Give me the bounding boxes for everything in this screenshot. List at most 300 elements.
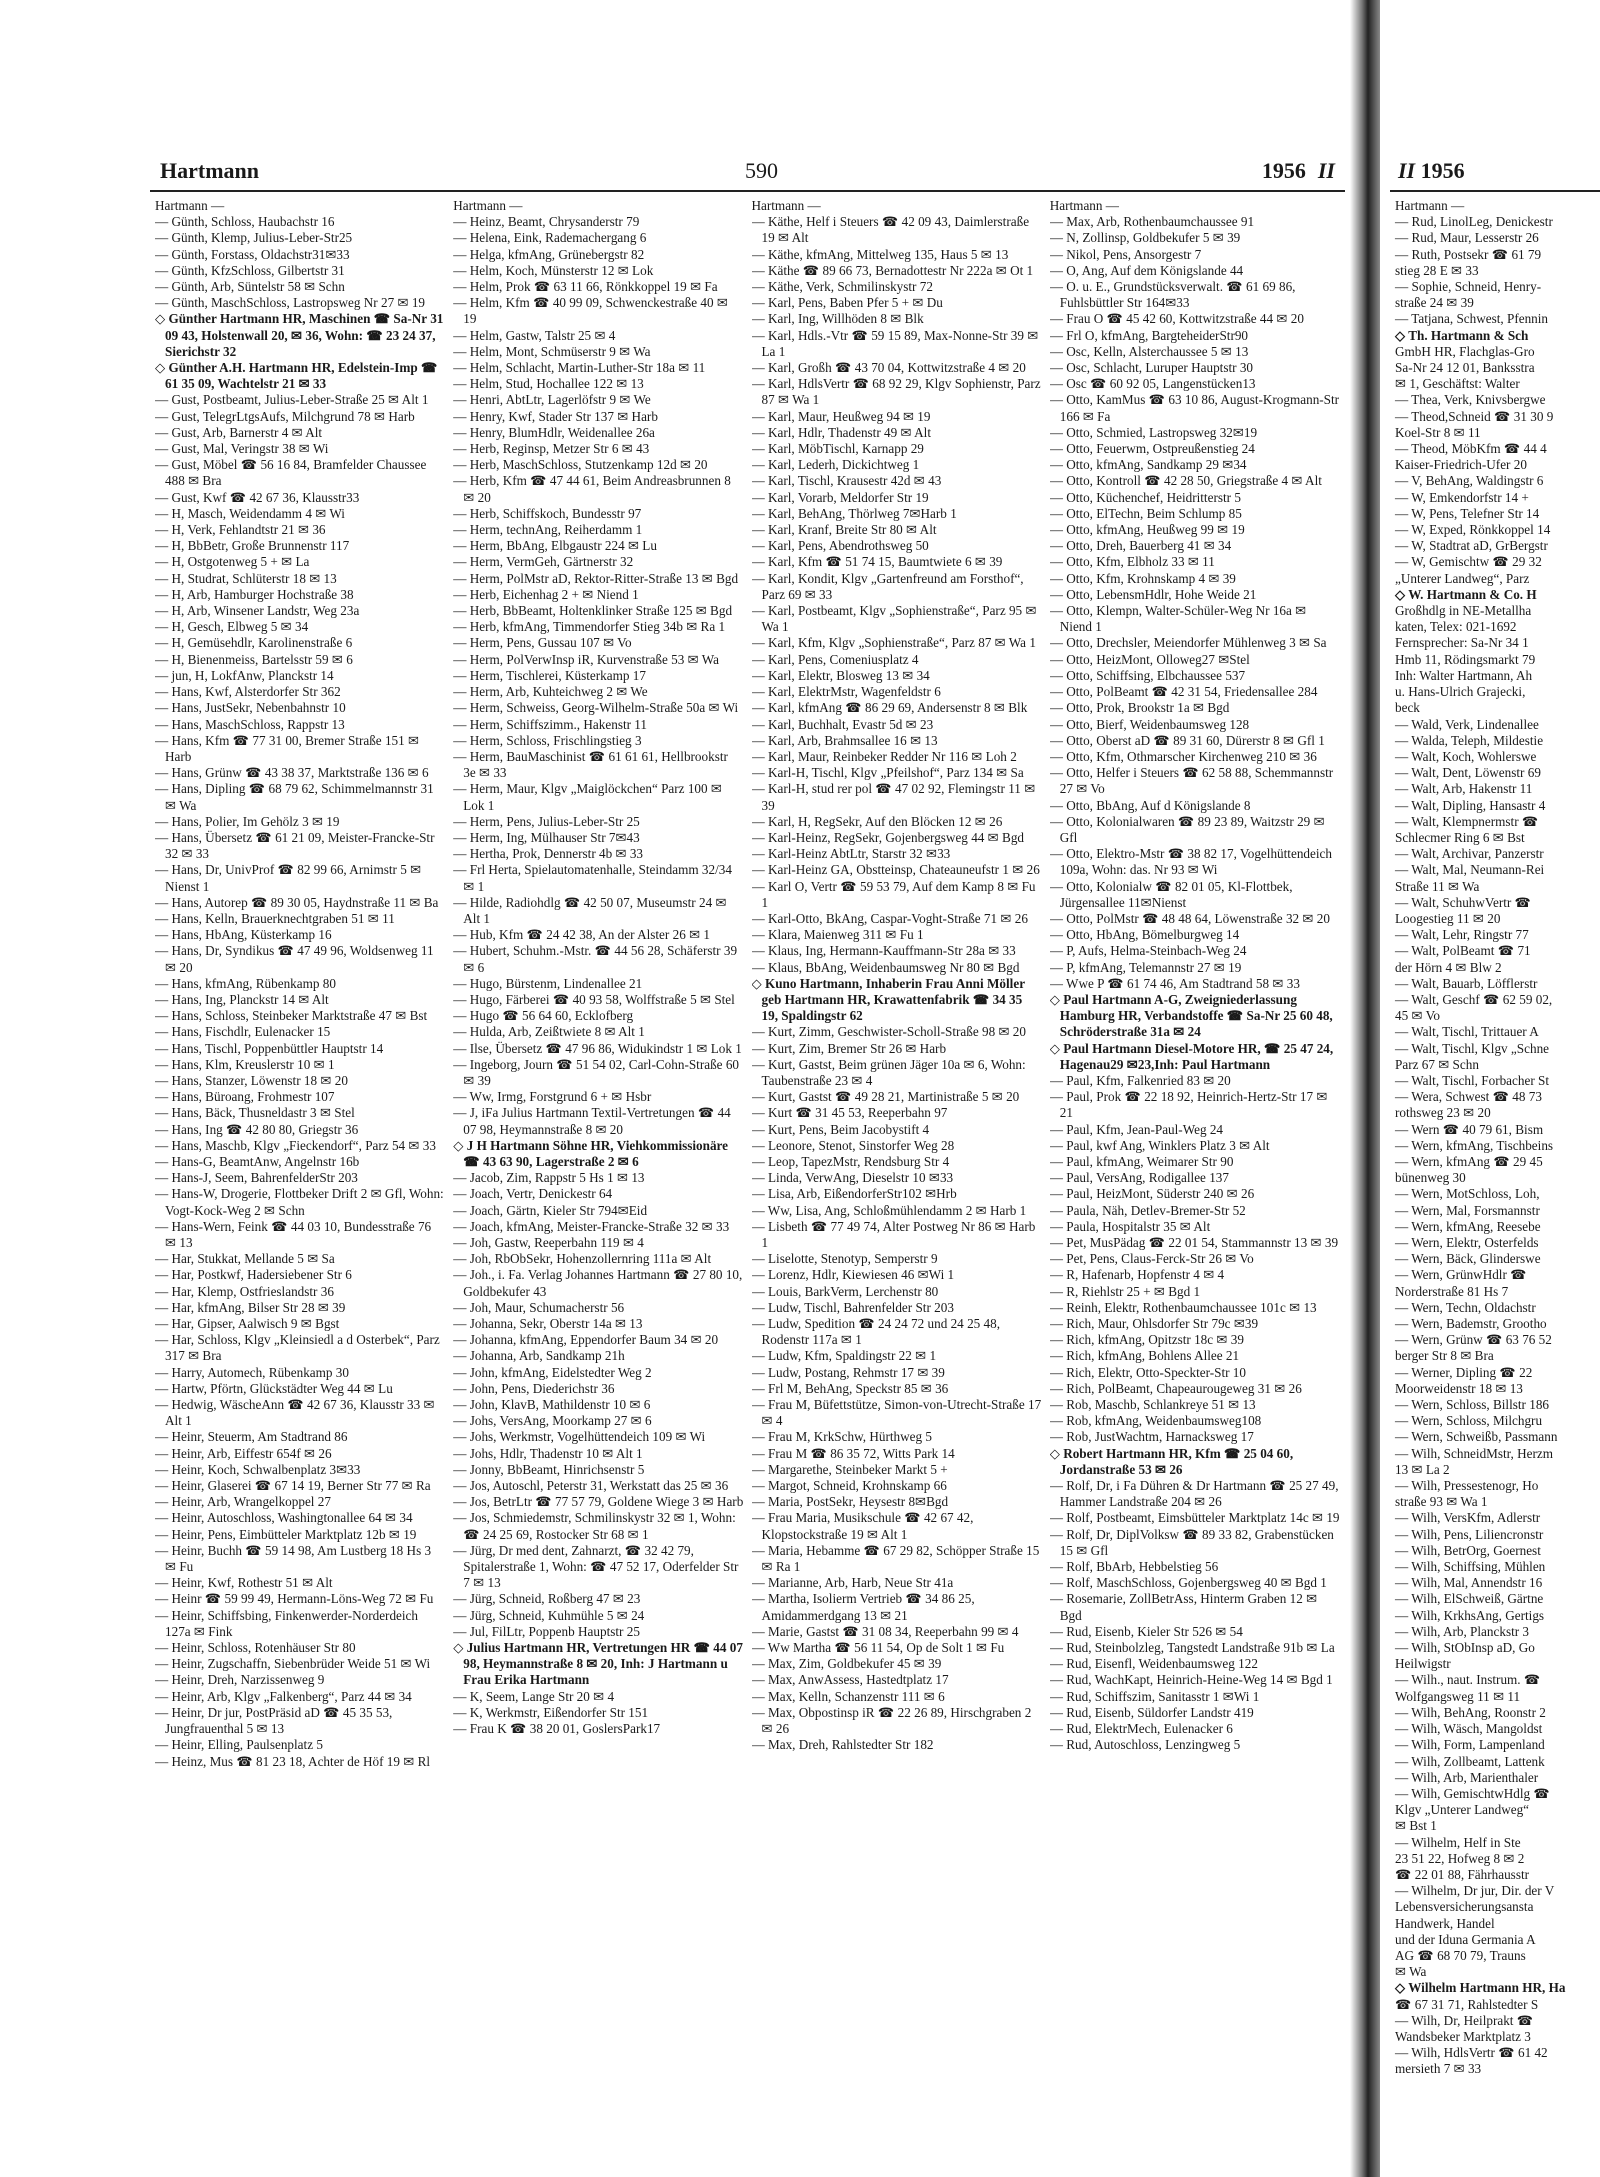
directory-entry: ◇ Günther Hartmann HR, Maschinen ☎ Sa-Nr 31 09 43, Holstenwall 20, ✉ 36, Wohn: ☎ 23 24 37, Sierichstr 32 [155, 311, 444, 359]
column-1 [155, 198, 445, 2160]
directory-entry: — Paul, Prok ☎ 22 18 92, Heinrich-Hertz-Str 17 ✉ 21 [1049, 1089, 1328, 1121]
directory-entry: — Heinr, Koch, Schwalbenplatz 3✉33 [155, 1461, 361, 1477]
directory-entry: — Rich, PolBeamt, Chapeaurougeweg 31 ✉ 26 [1049, 1380, 1302, 1396]
right-running-head [1398, 158, 1465, 184]
directory-entry: — Kurt, Zimm, Geschwister-Scholl-Straße 98 ✉ 20 [751, 1024, 1026, 1040]
directory-entry: — Herm, BauMaschinist ☎ 61 61 61, Hellbrookstr 3e ✉ 33 [453, 748, 728, 781]
directory-entry: — Tatjana, Schwest, Pfennin [1395, 311, 1549, 327]
directory-entry: — Joh, Gastw, Reeperbahn 119 ✉ 4 [453, 1235, 644, 1250]
directory-entry: — Heinr, Glaserei ☎ 67 14 19, Berner Str 77 ✉ Ra [155, 1478, 431, 1494]
directory-entry: — Hans, Schloss, Steinbeker Marktstraße 47 ✉ Bst [155, 1008, 428, 1024]
directory-entry: — P, kfmAng, Telemannstr 27 ✉ 19 [1049, 959, 1242, 975]
directory-entry: ◇ W. Hartmann & Co. H [1395, 586, 1537, 602]
directory-entry: ✉ Bst 1 [1395, 1818, 1437, 1834]
directory-entry: — Helena, Eink, Rademachergang 6 [453, 230, 647, 246]
directory-entry: 23 51 22, Hofweg 8 ✉ 2 [1395, 1850, 1525, 1866]
directory-entry: — Jürg, Schneid, Roßberg 47 ✉ 23 [453, 1591, 641, 1607]
directory-entry: — Rich, kfmAng, Bohlens Allee 21 [1049, 1348, 1240, 1364]
directory-entry: — Günth, KfzSchloss, Gilbertstr 31 [155, 262, 345, 278]
directory-entry: — Otto, BbAng, Auf d Königslande 8 [1049, 797, 1251, 813]
column-4 [1050, 198, 1340, 2160]
directory-entry: — Karl, Maur, Reinbeker Redder Nr 116 ✉ Loh 2 [751, 748, 1017, 764]
directory-entry: — Walt, Archivar, Panzerstr [1395, 846, 1544, 862]
directory-entry: — Har, kfmAng, Bilser Str 28 ✉ 39 [155, 1299, 346, 1315]
directory-entry: — H, Bienenmeiss, Bartelsstr 59 ✉ 6 [155, 651, 353, 667]
directory-entry: — Frau Maria, Musikschule ☎ 42 67 42, Klopstockstraße 19 ✉ Alt 1 [751, 1510, 974, 1542]
directory-entry: — John, KlavB, Mathildenstr 10 ✉ 6 [453, 1397, 651, 1413]
directory-entry: — Käthe ☎ 89 66 73, Bernadottestr Nr 222a ✉ Ot 1 [751, 262, 1034, 278]
directory-entry: — Wilh, BetrOrg, Goernest [1395, 1542, 1541, 1558]
directory-entry: — Walt, Tischl, Trittauer A [1395, 1024, 1539, 1040]
directory-entry: — Har, Klemp, Ostfrieslandstr 36 [155, 1283, 334, 1299]
directory-entry: — Herm, Schweiss, Georg-Wilhelm-Straße 50a ✉ Wi [453, 700, 739, 716]
directory-entry: — Wern, Techn, Oldachstr [1395, 1299, 1536, 1315]
directory-entry: — Käthe, Verk, Schmilinskystr 72 [751, 279, 933, 295]
directory-entry: — Klaus, Ing, Hermann-Kauffmann-Str 28a ✉ 33 [751, 943, 1016, 959]
directory-entry: — Helm, Kfm ☎ 40 99 09, Schwenckestraße 40 ✉ 19 [453, 295, 728, 327]
directory-entry: 13 ✉ La 2 [1395, 1461, 1450, 1477]
directory-entry: — Hugo, Bürstenm, Lindenallee 21 [453, 975, 643, 991]
directory-entry: Koel-Str 8 ✉ 11 [1395, 424, 1481, 440]
directory-entry: — Wern, Schweißb, Passmann [1395, 1429, 1558, 1445]
directory-entry: — Karl, MöbTischl, Karnapp 29 [751, 441, 924, 457]
directory-entry: — Henry, Kwf, Stader Str 137 ✉ Harb [453, 408, 658, 424]
directory-entry: — Heinr, Pens, Eimbütteler Marktplatz 12b ✉ 19 [155, 1526, 417, 1542]
directory-entry: Parz 67 ✉ Schn [1395, 1056, 1479, 1072]
directory-entry: — Karl, Tischl, Krausestr 42d ✉ 43 [751, 473, 942, 489]
directory-entry: — Hubert, Schuhm.-Mstr. ☎ 44 56 28, Schäferstr 39 ✉ 6 [453, 943, 738, 975]
directory-entry: — Linda, VerwAng, Dieselstr 10 ✉33 [751, 1170, 954, 1186]
directory-entry: ☎ 67 31 71, Rahlstedter S [1395, 1996, 1539, 2012]
directory-entry: — Walt, Geschf ☎ 62 59 02, [1395, 991, 1553, 1007]
directory-entry: ◇ Julius Hartmann HR, Vertretungen HR ☎ 44 07 98, Heymannstraße 8 ✉ 20, Inh: J Hartmann u Frau Erika Hartmann [453, 1640, 743, 1688]
directory-entry: — Helm, Mont, Schmüserstr 9 ✉ Wa [453, 343, 651, 359]
directory-entry: — Herm, Schloss, Frischlingstieg 3 [453, 732, 642, 748]
directory-entry: — Otto, Schiffsing, Elbchaussee 537 [1049, 667, 1246, 683]
directory-entry: berger Str 8 ✉ Bra [1395, 1348, 1494, 1364]
directory-entry: stieg 28 E ✉ 33 [1395, 262, 1479, 278]
directory-entry: — Otto, Oberst aD ☎ 89 31 60, Dürerstr 8 ✉ Gfl 1 [1049, 732, 1325, 748]
directory-entry: — Rob, Maschb, Schlankreye 51 ✉ 13 [1049, 1397, 1256, 1413]
directory-entry: — Herb, BbBeamt, Holtenklinker Straße 125 ✉ Bgd [453, 603, 733, 619]
directory-entry: — Karl, H, RegSekr, Auf den Blöcken 12 ✉ 26 [751, 813, 1003, 829]
directory-entry: — Otto, Kfm, Othmarscher Kirchenweg 210 ✉ 36 [1049, 748, 1317, 764]
directory-entry: AG ☎ 68 70 79, Trauns [1395, 1947, 1526, 1963]
directory-entry: — Martha, Isolierm Vertrieb ☎ 34 86 25, Amidammerdgang 13 ✉ 21 [751, 1591, 975, 1623]
directory-entry: — Kurt, Pens, Beim Jacobystift 4 [751, 1121, 930, 1137]
directory-entry: — Hans, Kelln, Brauerknechtgraben 51 ✉ 11 [155, 910, 395, 926]
directory-entry: ◇ Günther A.H. Hartmann HR, Edelstein-Imp ☎ 61 35 09, Wachtelstr 21 ✉ 33 [155, 360, 438, 392]
directory-entry: — Kurt, Gastst ☎ 49 28 21, Martinistraße 5 ✉ 20 [751, 1089, 1020, 1105]
directory-entry: — Paul, kwf Ang, Winklers Platz 3 ✉ Alt [1049, 1137, 1270, 1153]
directory-entry: — Herm, VermGeh, Gärtnerstr 32 [453, 554, 634, 570]
directory-entry: — Henry, BlumHdlr, Weidenallee 26a [453, 424, 655, 440]
directory-entry: — Hans, Dr, Syndikus ☎ 47 49 96, Woldsenweg 11 ✉ 20 [155, 943, 434, 975]
directory-entry: — Leonore, Stenot, Sinstorfer Weg 28 [751, 1137, 955, 1153]
directory-entry: ◇ Wilhelm Hartmann HR, Ha [1395, 1980, 1566, 1996]
running-head-year [1262, 158, 1335, 184]
directory-entry: Großhdlg in NE-Metallha [1395, 603, 1532, 619]
directory-entry: — Werner, Dipling ☎ 22 [1395, 1364, 1533, 1380]
directory-entry: — Otto, kfmAng, Heußweg 99 ✉ 19 [1049, 522, 1245, 538]
directory-entry: — Jos, Schmiedemstr, Schmilinskystr 32 ✉ 1, Wohn: ☎ 24 25 69, Rostocker Str 68 ✉ 1 [453, 1510, 736, 1542]
directory-entry: Kaiser-Friedrich-Ufer 20 [1395, 457, 1527, 473]
directory-entry: — Otto, Kfm, Krohnskamp 4 ✉ 39 [1049, 570, 1236, 586]
directory-entry: — Walt, Lehr, Ringstr 77 [1395, 927, 1529, 943]
directory-entry: — W, Exped, Rönkkoppel 14 [1395, 522, 1551, 538]
directory-entry: — Rob, kfmAng, Weidenbaumsweg108 [1049, 1413, 1262, 1429]
directory-entry: — Wilh., naut. Instrum. ☎ [1395, 1672, 1541, 1688]
directory-entry: rothsweg 23 ✉ 20 [1395, 1105, 1491, 1121]
directory-entry: Norderstraße 81 Hs 7 [1395, 1283, 1509, 1299]
directory-entry: — Wilh, Wäsch, Mangoldst [1395, 1721, 1543, 1737]
directory-entry: — Karl, Buchhalt, Evastr 5d ✉ 23 [751, 716, 934, 732]
directory-entry: — Paul, HeizMont, Süderstr 240 ✉ 26 [1049, 1186, 1255, 1202]
directory-entry: — Herm, BbAng, Elbgaustr 224 ✉ Lu [453, 538, 657, 554]
directory-entry: — Wilh, SchneidMstr, Herzm [1395, 1445, 1554, 1461]
directory-entry: — H, Arb, Winsener Landstr, Weg 23a [155, 603, 360, 619]
directory-entry: — Karl O, Vertr ☎ 59 53 79, Auf dem Kamp 8 ✉ Fu 1 [751, 878, 1036, 910]
directory-entry: — Frau M, Büfettstütze, Simon-von-Utrecht-Straße 17 ✉ 4 [751, 1397, 1042, 1429]
running-head-name: Hartmann [160, 158, 259, 183]
directory-entry: — Karl, Großh ☎ 43 70 04, Kottwitzstraße 4 ✉ 20 [751, 360, 1026, 376]
directory-entry: — Walt, Arb, Hakenstr 11 [1395, 781, 1533, 797]
directory-entry: Klgv „Unterer Landweg“ [1395, 1802, 1530, 1818]
directory-entry: — Maria, Hebamme ☎ 67 29 82, Schöpper Straße 15 ✉ Ra 1 [751, 1542, 1040, 1575]
page-number: 590 [745, 158, 778, 183]
directory-entry: — Wilh, Arb, Planckstr 3 [1395, 1623, 1530, 1639]
directory-entry: — H, Masch, Weidendamm 4 ✉ Wi [155, 505, 345, 521]
directory-entry: — Rolf, Dr, DiplVolksw ☎ 89 33 82, Grabenstücken 15 ✉ Gfl [1049, 1526, 1334, 1558]
directory-entry: — Ww, Lisa, Ang, Schloßmühlendamm 2 ✉ Harb 1 [751, 1202, 1027, 1218]
directory-entry: — Hans, Übersetz ☎ 61 21 09, Meister-Francke-Str 32 ✉ 33 [155, 829, 435, 862]
directory-entry: — Max, Kelln, Schanzenstr 111 ✉ 6 [751, 1688, 945, 1704]
directory-entry: — Margarethe, Steinbeker Markt 5 + [751, 1461, 948, 1477]
directory-entry: — Gust, Mal, Veringstr 38 ✉ Wi [155, 441, 329, 457]
directory-entry: — Wern, kfmAng, Tischbeins [1395, 1137, 1554, 1153]
directory-entry: — Karl, Pens, Baben Pfer 5 + ✉ Du [751, 295, 943, 311]
directory-entry: — Helm, Koch, Münsterstr 12 ✉ Lok [453, 262, 654, 278]
directory-entry: — O, Ang, Auf dem Königslande 44 [1049, 262, 1244, 278]
directory-entry: — Walt, SchuhwVertr ☎ [1395, 894, 1531, 910]
directory-entry: — Wilh, GemischtwHdlg ☎ [1395, 1785, 1550, 1801]
directory-entry: Hmb 11, Rödingsmarkt 79 [1395, 651, 1536, 667]
directory-entry: — Wilh, HdlsVertr ☎ 61 42 [1395, 2045, 1548, 2061]
column-3 [752, 198, 1042, 2160]
directory-entry: — Paula, Hospitalstr 35 ✉ Alt [1049, 1218, 1211, 1234]
directory-entry: — Jos, Autoschl, Peterstr 31, Werkstatt das 25 ✉ 36 [453, 1478, 729, 1494]
directory-entry: — Otto, Kfm, Elbholz 33 ✉ 11 [1049, 554, 1215, 570]
part-label: II [1317, 158, 1335, 183]
directory-entry: — Otto, LebensmHdlr, Hohe Weide 21 [1049, 586, 1257, 602]
directory-entry: Fernsprecher: Sa-Nr 34 1 [1395, 635, 1529, 651]
directory-entry: — O. u. E., Grundstücksverwalt. ☎ 61 69 86, Fuhlsbüttler Str 164✉33 [1049, 279, 1296, 311]
directory-entry: 45 ✉ Vo [1395, 1008, 1441, 1024]
directory-entry: — Hulda, Arb, Zeißtwiete 8 ✉ Alt 1 [453, 1024, 645, 1040]
book-gutter [1350, 0, 1380, 2177]
directory-entry: — Wilh, Pressestenogr, Ho [1395, 1478, 1539, 1494]
directory-entry: — Theod,Schneid ☎ 31 30 9 [1395, 408, 1554, 424]
directory-entry: — Karl, Elektr, Blosweg 13 ✉ 34 [751, 667, 930, 683]
directory-entry: — Otto, Kolonialwaren ☎ 89 23 89, Waitzstr 29 ✉ Gfl [1049, 813, 1325, 845]
directory-entry: — Wilh, Arb, Marienthaler [1395, 1769, 1539, 1785]
right-column [1395, 198, 1600, 2078]
directory-entry: — Helm, Prok ☎ 63 11 66, Rönkkoppel 19 ✉ Fa [453, 279, 718, 295]
directory-entry: — Hans, Grünw ☎ 43 38 37, Marktstraße 136 ✉ 6 [155, 765, 429, 781]
directory-entry: — Otto, Kolonialw ☎ 82 01 05, Kl-Flottbek, Jürgensallee 11✉Nienst [1049, 878, 1293, 910]
directory-entry: — Gust, Möbel ☎ 56 16 84, Bramfelder Chaussee 488 ✉ Bra [155, 457, 427, 489]
directory-entry: — Joach, Gärtn, Kieler Str 794✉Eid [453, 1202, 648, 1218]
directory-entry: — Hedwig, WäscheAnn ☎ 42 67 36, Klausstr 33 ✉ Alt 1 [155, 1397, 435, 1429]
directory-entry: — Heinz, Beamt, Chrysanderstr 79 [453, 214, 640, 230]
directory-entry: — Wilhelm, Dr jur, Dir. der V [1395, 1883, 1555, 1899]
directory-entry: katen, Telex: 021-1692 [1395, 619, 1517, 635]
directory-entry: — Rud, Eisenb, Kieler Str 526 ✉ 54 [1049, 1623, 1243, 1639]
directory-entry: GmbH HR, Flachglas-Gro [1395, 343, 1535, 359]
directory-entry: mersieth 7 ✉ 33 [1395, 2061, 1482, 2077]
directory-entry: — Herm, Tischlerei, Küsterkamp 17 [453, 667, 646, 683]
directory-entry: — Nikol, Pens, Ansorgestr 7 [1049, 246, 1202, 262]
directory-entry: — Wilh, ElSchweiß, Gärtne [1395, 1591, 1544, 1607]
directory-entry: — Wern, kfmAng, Reesebe [1395, 1218, 1541, 1234]
directory-entry: — Heinr, Buchh ☎ 59 14 98, Am Lustberg 18 Hs 3 ✉ Fu [155, 1542, 432, 1575]
directory-entry: — Gust, TelegrLtgsAufs, Milchgrund 78 ✉ Harb [155, 408, 415, 424]
directory-entry: — Rud, LinolLeg, Denickestr [1395, 214, 1553, 230]
directory-entry: — Paul, Kfm, Falkenried 83 ✉ 20 [1049, 1072, 1231, 1088]
directory-entry: — Har, Schloss, Klgv „Kleinsiedl a d Osterbek“, Parz 317 ✉ Bra [155, 1332, 440, 1364]
directory-entry: — Hans, Maschb, Klgv „Fieckendorf“, Parz 54 ✉ 33 [155, 1137, 436, 1153]
directory-entry: — Helga, kfmAng, Grünebergstr 82 [453, 246, 645, 262]
directory-entry: — Ingeborg, Journ ☎ 51 54 02, Carl-Cohn-Straße 60 ✉ 39 [453, 1056, 740, 1088]
directory-entry: — Rud, Eisenb, Süldorfer Landstr 419 [1049, 1704, 1254, 1720]
directory-entry: Sa-Nr 24 12 01, Banksstra [1395, 360, 1535, 376]
directory-entry: — Hub, Kfm ☎ 24 42 38, An der Alster 26 ✉ 1 [453, 927, 711, 943]
directory-entry: — Harry, Automech, Rübenkamp 30 [155, 1364, 349, 1380]
directory-entry: — Herb, Schiffskoch, Bundesstr 97 [453, 505, 642, 521]
directory-entry: — Heinr, Arb, Wrangelkoppel 27 [155, 1494, 331, 1510]
directory-entry: — Walt, Tischl, Forbacher St [1395, 1072, 1550, 1088]
directory-entry: — Otto, Drechsler, Meiendorfer Mühlenweg 3 ✉ Sa [1049, 635, 1327, 651]
directory-entry: — Heinr, Schiffsbing, Finkenwerder-Norderdeich 127a ✉ Fink [155, 1607, 419, 1639]
directory-entry: — Joh, Maur, Schumacherstr 56 [453, 1299, 625, 1315]
directory-entry: — Wald, Verk, Lindenallee [1395, 716, 1539, 732]
directory-entry: — Ludw, Postang, Rehmstr 17 ✉ 39 [751, 1364, 945, 1380]
directory-entry: — Helm, Stud, Hochallee 122 ✉ 13 [453, 376, 644, 392]
directory-entry: — N, Zollinsp, Goldbekufer 5 ✉ 39 [1049, 230, 1241, 246]
page-header [150, 150, 1345, 192]
directory-entry: — Otto, KamMus ☎ 63 10 86, August-Krogmann-Str 166 ✉ Fa [1049, 392, 1340, 424]
directory-entry: — Har, Stukkat, Mellande 5 ✉ Sa [155, 1251, 335, 1267]
directory-entry: — Käthe, kfmAng, Mittelweg 135, Haus 5 ✉ 13 [751, 246, 1009, 262]
directory-entry: — Günth, MaschSchloss, Lastropsweg Nr 27 ✉ 19 [155, 295, 426, 311]
directory-entry: — Hans, Polier, Im Gehölz 3 ✉ 19 [155, 813, 340, 829]
right-page-header [1390, 150, 1600, 192]
directory-entry: — Max, AnwAssess, Hastedtplatz 17 [751, 1672, 949, 1688]
directory-entry: — Frl M, BehAng, Speckstr 85 ✉ 36 [751, 1380, 949, 1396]
directory-entry: — V, BehAng, Waldingstr 6 [1395, 473, 1544, 489]
directory-entry: — Karl, Arb, Brahmsallee 16 ✉ 13 [751, 732, 938, 748]
directory-entry: — R, Hafenarb, Hopfenstr 4 ✉ 4 [1049, 1267, 1225, 1283]
directory-entry: — Liselotte, Stenotyp, Semperstr 9 [751, 1251, 938, 1267]
directory-entry: — Walt, Koch, Wohlerswe [1395, 748, 1537, 764]
directory-entry: — Ludw, Tischl, Bahrenfelder Str 203 [751, 1299, 954, 1315]
directory-entry: — Karl, Ing, Willhöden 8 ✉ Blk [751, 311, 924, 327]
directory-entry: — Herm, Pens, Gussau 107 ✉ Vo [453, 635, 632, 651]
directory-entry: — Karl, Postbeamt, Klgv „Sophienstraße“, Parz 95 ✉ Wa 1 [751, 603, 1037, 635]
directory-entry: — Jacob, Zim, Rappstr 5 Hs 1 ✉ 13 [453, 1170, 645, 1186]
directory-entry: — Johanna, Sekr, Oberstr 14a ✉ 13 [453, 1316, 643, 1332]
directory-entry: — Hans, Ing ☎ 42 80 80, Griegstr 36 [155, 1121, 359, 1137]
directory-entry: Straße 11 ✉ Wa [1395, 878, 1480, 894]
directory-entry: — Max, Obpostinsp iR ☎ 22 26 89, Hirschgraben 2 ✉ 26 [751, 1704, 1032, 1737]
directory-entry: — Otto, Helfer i Steuers ☎ 62 58 88, Schemmannstr 27 ✉ Vo [1049, 765, 1334, 797]
directory-entry: — Hans-G, BeamtAnw, Angelnstr 16b [155, 1153, 360, 1169]
directory-entry: — Marie, Gastst ☎ 31 08 34, Reeperbahn 99 ✉ 4 [751, 1623, 1019, 1639]
directory-entry: — Karl, kfmAng ☎ 86 29 69, Andersenstr 8 ✉ Blk [751, 700, 1028, 716]
directory-entry: — Heinr, Arb, Klgv „Falkenberg“, Parz 44 ✉ 34 [155, 1688, 412, 1704]
directory-entry: — Wilh, StObInsp aD, Go [1395, 1640, 1535, 1656]
directory-entry: — Wern, Bademstr, Grootho [1395, 1316, 1547, 1332]
directory-entry: straße 93 ✉ Wa 1 [1395, 1494, 1488, 1510]
directory-entry: — Gust, Arb, Barnerstr 4 ✉ Alt [155, 424, 323, 440]
directory-entry: — Hans, Bäck, Thusneldastr 3 ✉ Stel [155, 1105, 355, 1121]
directory-entry: — Paul, Kfm, Jean-Paul-Weg 24 [1049, 1121, 1224, 1137]
directory-entry: — Otto, PolBeamt ☎ 42 31 54, Friedensallee 284 [1049, 684, 1318, 700]
directory-entry: — Heinr, Dr jur, PostPräsid aD ☎ 45 35 53, Jungfrauenthal 5 ✉ 13 [155, 1704, 393, 1737]
directory-entry: — Hartw, Pförtn, Glückstädter Weg 44 ✉ Lu [155, 1380, 393, 1396]
directory-entry: ◇ Th. Hartmann & Sch [1395, 327, 1529, 343]
directory-entry: — Osc ☎ 60 92 05, Langenstücken13 [1049, 376, 1256, 392]
directory-entry: — Johs, Werkmstr, Vogelhüttendeich 109 ✉ Wi [453, 1429, 706, 1445]
directory-entry: ◇ Kuno Hartmann, Inhaberin Frau Anni Möller geb Hartmann HR, Krawattenfabrik ☎ 34 35 19, Spaldingstr 62 [751, 975, 1025, 1024]
year-label: 1956 [1261, 158, 1306, 183]
directory-entry: Lebensversicherungsansta [1395, 1899, 1534, 1915]
directory-entry: — Joach, Vertr, Denickestr 64 [453, 1186, 613, 1202]
directory-entry: — Wilh, Pens, Liliencronstr [1395, 1526, 1544, 1542]
directory-entry: — H, Gesch, Elbweg 5 ✉ 34 [155, 619, 309, 635]
directory-entry: — Heinr, Dreh, Narzissenweg 9 [155, 1672, 325, 1688]
directory-entry: — Wern, Bäck, Glinderswe [1395, 1251, 1541, 1267]
directory-entry: — Heinr, Arb, Eiffestr 654f ✉ 26 [155, 1445, 332, 1461]
directory-entry: — Wilh, BehAng, Roonstr 2 [1395, 1704, 1546, 1720]
directory-entry: — Rud, Eisenfl, Weidenbaumsweg 122 [1049, 1656, 1258, 1672]
directory-entry: — Karl, Lederh, Dickichtweg 1 [751, 457, 920, 473]
directory-entry: — Jul, FilLtr, Poppenb Hauptstr 25 [453, 1623, 640, 1639]
column-2 [453, 198, 743, 2160]
columns [155, 198, 1340, 2160]
directory-entry: ◇ Paul Hartmann A-G, Zweigniederlassung Hamburg HR, Verbandstoffe ☎ Sa-Nr 25 60 48, Schröderstraße 31a ✉ 24 [1049, 991, 1333, 1040]
directory-entry: — Frau O ☎ 45 42 60, Kottwitzstraße 44 ✉ 20 [1049, 311, 1304, 327]
directory-entry: — Günth, Forstass, Oldachstr31✉33 [155, 246, 350, 262]
directory-entry: u. Hans-Ulrich Grajecki, [1395, 684, 1526, 700]
directory-entry: — Heinr, Elling, Paulsenplatz 5 [155, 1737, 323, 1753]
directory-entry: — Frl O, kfmAng, BargteheiderStr90 [1049, 327, 1249, 343]
directory-entry: — Helm, Schlacht, Martin-Luther-Str 18a ✉ 11 [453, 360, 706, 376]
directory-entry: — Ww, Irmg, Forstgrund 6 + ✉ Hsbr [453, 1089, 652, 1105]
directory-entry: — Jürg, Dr med dent, Zahnarzt, ☎ 32 42 79, Spitalerstraße 1, Wohn: ☎ 47 52 17, Oderfelder Str 7 ✉ 13 [453, 1542, 739, 1591]
directory-entry: — Ruth, Postsekr ☎ 61 79 [1395, 246, 1542, 262]
directory-entry: — Wilh, Form, Lampenland [1395, 1737, 1545, 1753]
directory-entry: — Walda, Teleph, Mildestie [1395, 732, 1544, 748]
directory-entry: — Frau K ☎ 38 20 01, GoslersPark17 [453, 1721, 661, 1737]
directory-entry: — Hans, Fischdlr, Eulenacker 15 [155, 1024, 331, 1040]
directory-entry: — Karl, Maur, Heußweg 94 ✉ 19 [751, 408, 931, 424]
directory-entry: — Otto, HeizMont, Olloweg27 ✉Stel [1049, 651, 1250, 667]
directory-entry: — Karl-H, Tischl, Klgv „Pfeilshof“, Parz 134 ✉ Sa [751, 765, 1024, 781]
directory-entry: — Günth, Schloss, Haubachstr 16 [155, 214, 335, 230]
directory-entry: — Karl-Heinz AbtLtr, Starstr 32 ✉33 [751, 846, 951, 862]
directory-entry: — Günth, Klemp, Julius-Leber-Str25 [155, 230, 353, 246]
directory-entry: — Walt, PolBeamt ☎ 71 [1395, 943, 1531, 959]
directory-entry: — K, Werkmstr, Eißendorfer Str 151 [453, 1704, 649, 1720]
column-heading: Hartmann — [155, 198, 225, 213]
directory-entry: — Rud, WachKapt, Heinrich-Heine-Weg 14 ✉ Bgd 1 [1049, 1672, 1333, 1688]
directory-entry: — Joh, RbObSekr, Hohenzollernring 111a ✉ Alt [453, 1251, 712, 1267]
directory-entry: — Otto, HbAng, Bömelburgweg 14 [1049, 927, 1240, 943]
directory-entry: Heilwigstr [1395, 1656, 1451, 1672]
directory-entry: — Har, Gipser, Aalwisch 9 ✉ Bgst [155, 1316, 340, 1332]
directory-entry: — Karl, BehAng, Thörlweg 7✉Harb 1 [751, 505, 957, 521]
directory-entry: — Lisa, Arb, EißendorferStr102 ✉Hrb [751, 1186, 957, 1202]
directory-entry: — Karl, Kondit, Klgv „Gartenfreund am Forsthof“, Parz 69 ✉ 33 [751, 570, 1024, 602]
directory-entry: — Otto, Kontroll ☎ 42 28 50, Griegstraße 4 ✉ Alt [1049, 473, 1322, 489]
directory-entry: — Thea, Verk, Knivsbergwe [1395, 392, 1546, 408]
directory-entry: — Hans-Wern, Feink ☎ 44 03 10, Bundesstraße 76 ✉ 13 [155, 1218, 432, 1250]
directory-entry: — Ww Martha ☎ 56 11 54, Op de Solt 1 ✉ Fu [751, 1640, 1005, 1656]
directory-entry: — Hans, Dr, UnivProf ☎ 82 99 66, Arnimstr 5 ✉ Nienst 1 [155, 862, 422, 894]
directory-entry: — W, Emkendorfstr 14 + [1395, 489, 1529, 505]
directory-entry: — Rud, Maur, Lesserstr 26 [1395, 230, 1539, 246]
directory-entry: — Käthe, Helf i Steuers ☎ 42 09 43, Daimlerstraße 19 ✉ Alt [751, 214, 1030, 246]
directory-entry: — Wern, kfmAng ☎ 29 45 [1395, 1153, 1543, 1169]
directory-entry: — Wilh, KrkhsAng, Gertigs [1395, 1607, 1545, 1623]
directory-entry: — Marianne, Arb, Harb, Neue Str 41a [751, 1575, 954, 1591]
directory-entry: — Frau M, KrkSchw, Hürthweg 5 [751, 1429, 932, 1445]
directory-entry: — Wern, Schloss, Milchgru [1395, 1413, 1543, 1429]
directory-entry: — jun, H, LokfAnw, Planckstr 14 [155, 667, 334, 683]
directory-entry: — Rud, ElektrMech, Eulenacker 6 [1049, 1721, 1233, 1737]
directory-entry: — Herm, PolMstr aD, Rektor-Ritter-Straße 13 ✉ Bgd [453, 570, 739, 586]
directory-entry: — Otto, Klempn, Walter-Schüler-Weg Nr 16a ✉ Niend 1 [1049, 603, 1307, 635]
right-part-label: II [1398, 158, 1416, 183]
directory-entry: — Jonny, BbBeamt, Hinrichsenstr 5 [453, 1461, 645, 1477]
directory-entry: — J, iFa Julius Hartmann Textil-Vertretungen ☎ 44 07 98, Heymannstraße 8 ✉ 20 [453, 1105, 731, 1137]
directory-entry: — Hans, kfmAng, Rübenkamp 80 [155, 975, 336, 991]
directory-entry: — Otto, Feuerwm, Ostpreußenstieg 24 [1049, 441, 1255, 457]
directory-entry: — Reinh, Elektr, Rothenbaumchaussee 101c ✉ 13 [1049, 1299, 1317, 1315]
directory-entry: — Theod, MöbKfm ☎ 44 4 [1395, 441, 1547, 457]
directory-entry: straße 24 ✉ 39 [1395, 295, 1474, 311]
directory-entry: — Herb, Reginsp, Metzer Str 6 ✉ 43 [453, 441, 650, 457]
directory-entry: — Johanna, kfmAng, Eppendorfer Baum 34 ✉ 20 [453, 1332, 719, 1348]
directory-entry: — Osc, Kelln, Alsterchaussee 5 ✉ 13 [1049, 343, 1249, 359]
directory-entry: — Hans, Büroang, Frohmestr 107 [155, 1089, 335, 1105]
directory-page-right [1390, 150, 1600, 2160]
directory-entry: — Rud, Schiffszim, Sanitasstr 1 ✉Wi 1 [1049, 1688, 1260, 1704]
directory-entry: — Henri, AbtLtr, Lagerlöfstr 9 ✉ We [453, 392, 651, 408]
directory-entry: — Herb, Eichenhag 2 + ✉ Niend 1 [453, 586, 639, 602]
directory-entry: — Wilh, VersKfm, Adlerstr [1395, 1510, 1541, 1526]
directory-entry: — Hans, Autorep ☎ 89 30 05, Haydnstraße 11 ✉ Ba [155, 894, 439, 910]
directory-entry: — Hans, Ing, Planckstr 14 ✉ Alt [155, 991, 329, 1007]
directory-entry: — W, Pens, Telefner Str 14 [1395, 505, 1540, 521]
directory-entry: — Herb, Kfm ☎ 47 44 61, Beim Andreasbrunnen 8 ✉ 20 [453, 473, 731, 505]
directory-entry: — Joach, kfmAng, Meister-Francke-Straße 32 ✉ 33 [453, 1218, 730, 1234]
directory-entry: und der Iduna Germania A [1395, 1931, 1536, 1947]
directory-entry: — Karl, ElektrMstr, Wagenfeldstr 6 [751, 684, 941, 700]
directory-entry: — Günth, Arb, Süntelstr 58 ✉ Schn [155, 279, 345, 295]
directory-entry: — Har, Postkwf, Hadersiebener Str 6 [155, 1267, 352, 1283]
